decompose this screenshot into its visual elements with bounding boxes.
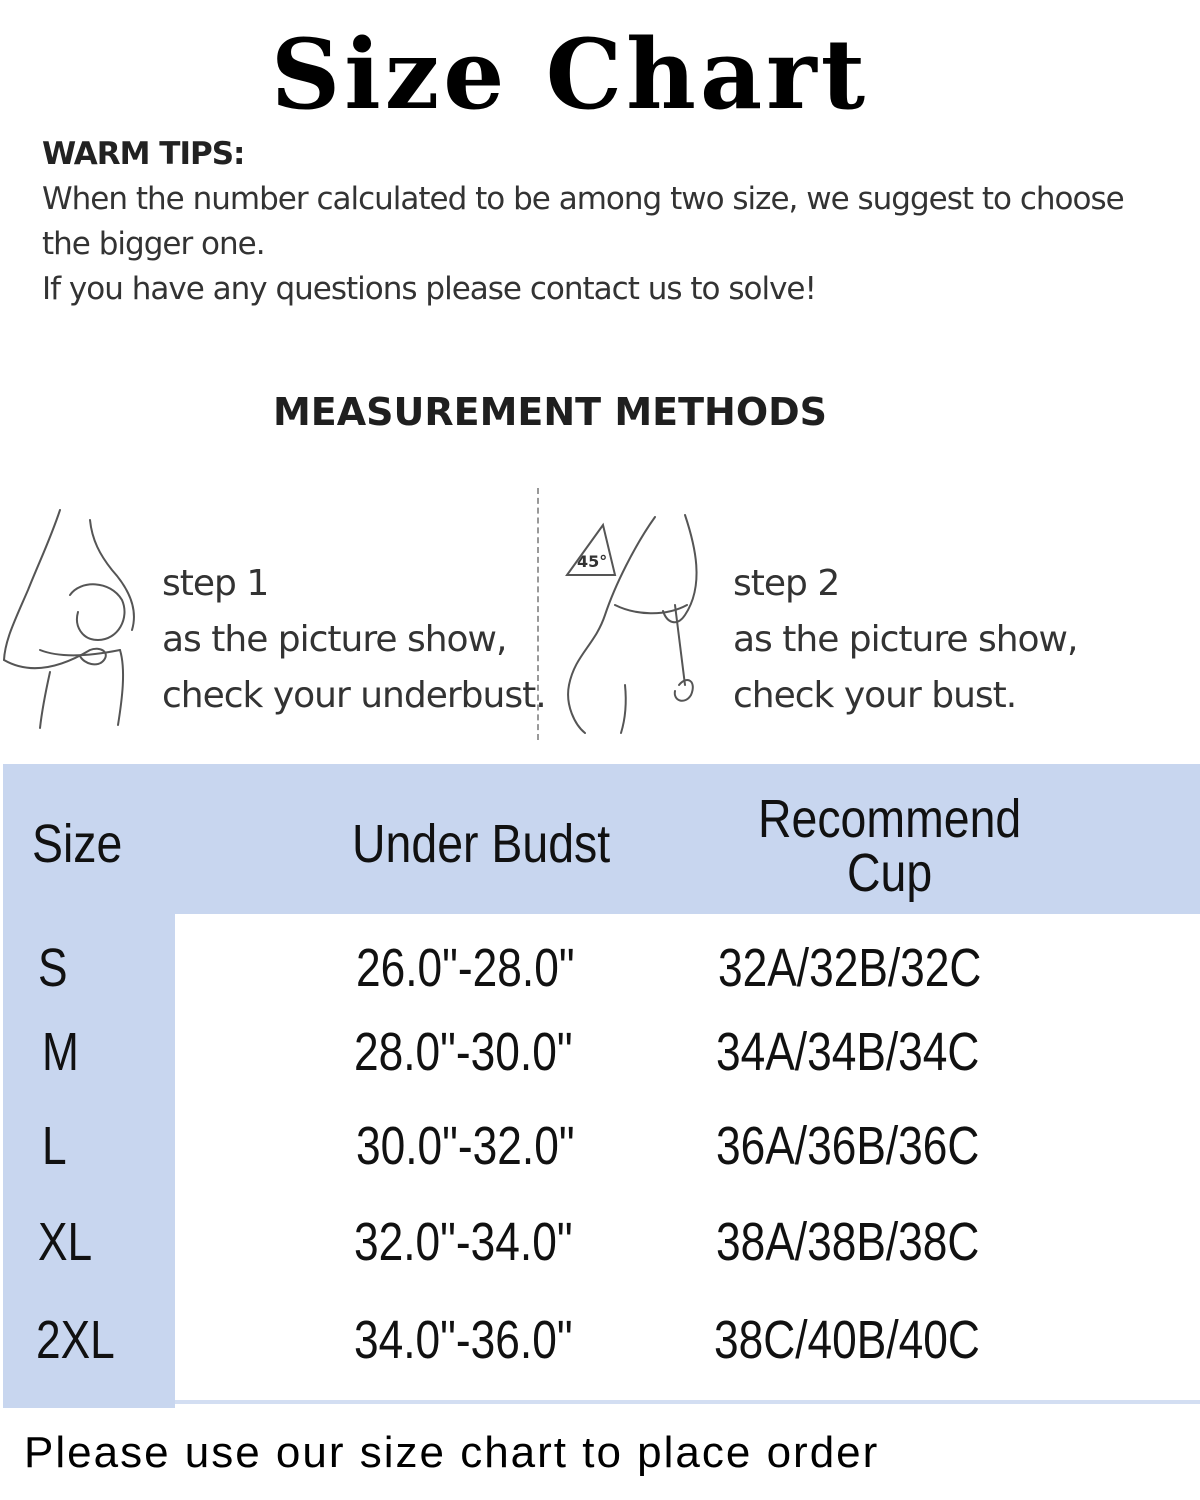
row-cup: 34A/34B/34C [716,1022,980,1082]
row-cup: 38C/40B/40C [714,1310,980,1370]
row-under-bust: 34.0"-36.0" [354,1310,573,1370]
step-divider [537,488,539,740]
row-under-bust: 26.0"-28.0" [356,938,575,998]
tips-line-2: If you have any questions please contact us to solve! [42,271,816,307]
row-size: S [38,938,68,998]
row-size: L [42,1116,67,1176]
row-cup: 38A/38B/38C [716,1212,980,1272]
footer-note: Please use our size chart to place order [24,1428,880,1477]
page-title: Size Chart [270,18,870,131]
step-2-label: step 2 [733,563,840,604]
angle-label: 45° [577,552,608,571]
step-2-text [733,556,1077,724]
row-size: XL [38,1212,93,1272]
bust-measure-illustration [555,505,715,735]
step-2-line-1: as the picture show, [733,619,1078,660]
step-2-line-2: check your bust. [733,675,1017,716]
header-cup-line-2: Cup [847,843,933,903]
tips-line-1: When the number calculated to be among two size, we suggest to choose the bigger one. [42,181,1124,262]
header-under-bust: Under Budst [352,814,611,874]
table-bottom-border [175,1400,1200,1404]
row-under-bust: 28.0"-30.0" [354,1022,573,1082]
step-1-text [162,556,546,724]
header-cup-line-1: Recommend [757,789,1022,849]
tips-heading: WARM TIPS: [42,136,245,172]
row-cup: 32A/32B/32C [718,938,982,998]
underbust-measure-illustration [0,500,160,730]
row-under-bust: 32.0"-34.0" [354,1212,573,1272]
header-size: Size [32,814,123,874]
size-table [0,764,1200,1408]
measurement-methods-title: MEASUREMENT METHODS [272,390,828,434]
step-1-label: step 1 [162,563,269,604]
row-under-bust: 30.0"-32.0" [356,1116,575,1176]
row-size: M [42,1022,79,1082]
warm-tips [42,132,1152,312]
row-size: 2XL [36,1310,115,1370]
header-recommend-cup [752,789,1027,903]
row-cup: 36A/36B/36C [716,1116,980,1176]
step-1-line-1: as the picture show, [162,619,507,660]
step-1-line-2: check your underbust. [162,675,546,716]
